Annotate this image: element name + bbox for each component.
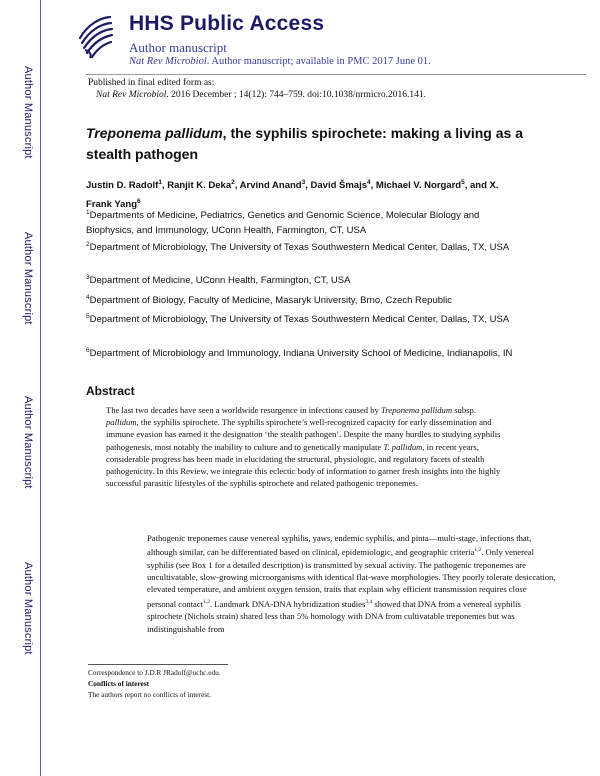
availability-text: . Author manuscript; available in PMC 2017 June 01.	[206, 56, 431, 67]
sidebar-label: Author Manuscript	[22, 232, 34, 325]
abstract-text	[106, 404, 506, 489]
header-divider	[86, 74, 586, 75]
affiliation-number: 2	[86, 241, 90, 248]
affiliation-text: Department of Medicine, UConn Health, Farmington, CT, USA	[89, 275, 351, 287]
author-separator: , and	[464, 180, 490, 192]
affiliation	[86, 237, 516, 255]
affiliation	[86, 270, 516, 288]
affiliation-number: 3	[86, 274, 90, 281]
citation-journal: Nat Rev Microbiol	[96, 90, 167, 100]
author-name: X. Frank Yang	[86, 180, 499, 211]
conflicts-text: The authors report no conflicts of interest.	[88, 690, 211, 699]
title-rest: , the syphilis spirochete: making a living as a stealth pathogen	[86, 125, 523, 162]
published-label: Published in final edited form as:	[88, 78, 215, 88]
author-name: Arvind Anand	[239, 180, 302, 192]
author-affiliation-ref: 2	[231, 179, 235, 186]
affiliation-number: 5	[86, 313, 90, 320]
conflicts-heading: Conflicts of interest	[88, 679, 150, 688]
author-separator: ,	[370, 180, 376, 192]
abstract-heading: Abstract	[86, 384, 135, 398]
author-separator: ,	[234, 180, 240, 192]
affiliation	[86, 309, 516, 327]
sidebar-label: Author Manuscript	[22, 562, 34, 655]
author-separator: ,	[305, 180, 311, 192]
sidebar-divider	[40, 0, 41, 776]
abstract-run: The last two decades have seen a worldwide resurgence in infections caused by	[106, 405, 381, 415]
hhs-public-access-title: HHS Public Access	[129, 12, 325, 35]
citation-ref: 3,4	[365, 598, 373, 605]
author-affiliation-ref: 4	[367, 179, 371, 186]
affiliation-text: Departments of Medicine, Pediatrics, Genetics and Genomic Science, Molecular Biology and Biophysics, and Immunology, UConn Health, Farmington, CT, USA	[86, 210, 480, 237]
affiliation	[86, 343, 516, 361]
affiliation-text: Department of Microbiology, The University of Texas Southwestern Medical Center, Dallas, TX, USA	[89, 242, 510, 254]
affiliation-text: Department of Microbiology, The University of Texas Southwestern Medical Center, Dallas, TX, USA	[89, 314, 510, 326]
sidebar-label: Author Manuscript	[22, 396, 34, 489]
author-affiliation-ref: 3	[301, 179, 306, 186]
author-manuscript-label: Author manuscript	[129, 40, 227, 55]
body-run: showed that DNA from a venereal syphilis spirochete (Nichols strain) shared less than 5% homology with DNA from cultivatable treponemes but was indistinguishable from	[147, 598, 521, 634]
author-name: Justin D. Radolf	[86, 180, 159, 192]
body-run: . Landmark DNA-DNA hybridization studies	[209, 598, 366, 609]
affiliation-text: Department of Biology, Faculty of Medicine, Masaryk University, Brno, Czech Republic	[89, 295, 452, 307]
author-separator: ,	[161, 180, 168, 192]
citation-ref: 1,2	[203, 598, 210, 605]
author-affiliation-ref: 1	[158, 179, 162, 186]
title-species: Treponema pallidum	[86, 125, 223, 141]
author-affiliation-ref: 5	[461, 179, 465, 186]
affiliation-number: 1	[86, 209, 90, 216]
sidebar-label: Author Manuscript	[22, 66, 34, 159]
citation-details: . 2016 December ; 14(12): 744–759. doi:10.1038/nrmicro.2016.141.	[166, 90, 426, 100]
affiliation-number: 6	[86, 347, 90, 354]
affiliation-text: Department of Microbiology and Immunology, Indiana University School of Medicine, Indianapolis, IN	[89, 348, 513, 360]
abstract-run: , the syphilis spirochete. The syphilis spirochete’s well-recognized capacity for early dissemination and immune evasion has earned it the designation ‘the stealth pathogen’. Despite the many hurdles to studying syphilis pathogenesis, most notably the inability to culture and to genetically manipulate	[106, 417, 501, 452]
body-run: . Only venereal syphilis (see Box 1 for a detailed description) is transmitted by sexual activity. The pathogenic treponemes are uncultivatable, slow-growing microorganisms with identical flat-wave morphologies. They poorly tolerate desiccation, elevated temperature, and ambient oxygen tension, traits that explain why efficient transmission requires close personal contact	[147, 547, 556, 609]
hhs-eagle-logo-icon	[76, 14, 114, 60]
abstract-run: subsp.	[452, 405, 476, 415]
author-name: Ranjit K. Deka	[167, 180, 232, 192]
correspondence-note: Correspondence to J.D.R JRadolf@uchc.edu.	[88, 668, 221, 677]
abstract-italic: T. pallidum	[383, 441, 423, 452]
body-paragraph	[147, 532, 557, 635]
abstract-run: , in recent years, considerable progress has been made in elucidating the structural, physiologic, and regulatory facets of stealth pathogenicity. In this Review, we integrate this eclectic body of information to garner fresh insights into the highly successful parasitic lifestyles of the syphilis spirochete and related pathogenic treponemes.	[106, 441, 501, 489]
citation-line	[96, 90, 426, 100]
body-run: Pathogenic treponemes cause venereal syphilis, yaws, endemic syphilis, and pinta—multi-stage, infections that, although similar, can be differentiated based on clinical, epidemiologic, and geographic criteria	[147, 533, 532, 558]
affiliation	[86, 290, 516, 308]
author-affiliation-ref: 6	[137, 198, 141, 206]
affiliation	[86, 205, 516, 238]
article-title	[86, 123, 526, 165]
abstract-italic: pallidum	[106, 417, 137, 428]
author-name: Michael V. Norgard	[375, 180, 462, 192]
footnote-divider	[88, 664, 228, 665]
abstract-italic: Treponema pallidum	[380, 405, 453, 415]
journal-name: Nat Rev Microbiol	[129, 56, 207, 67]
availability-line	[129, 56, 431, 67]
author-name: David Šmajs	[310, 180, 368, 192]
affiliation-number: 4	[86, 294, 90, 301]
citation-ref: 1,2	[474, 547, 482, 554]
